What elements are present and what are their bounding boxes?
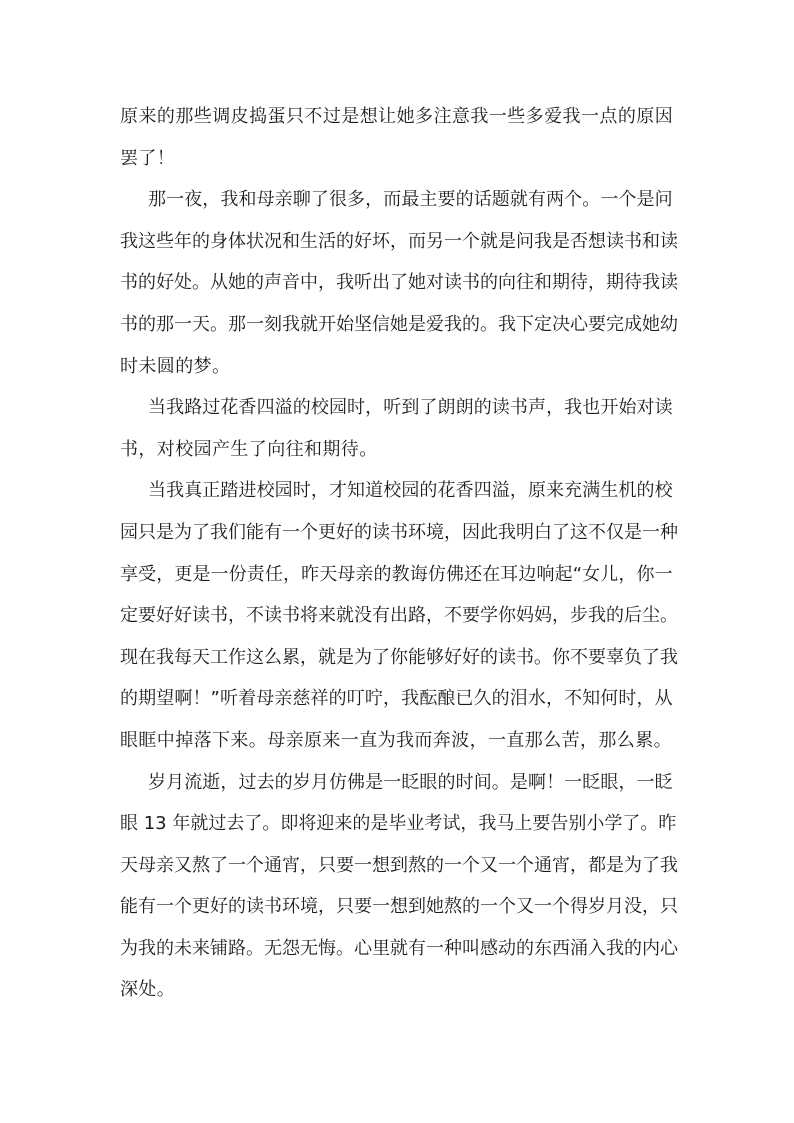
text-line: 能 有 一 个 更 好 的 读 书 环 境 ， 只 要 一 想 到 她 熬 的 一 个 又 一 个 得 岁 月 没 ， 只 xyxy=(120,896,678,918)
text-line: 天 母 亲 又 熬 了 一 个 通 宵 ， 只 要 一 想 到 熬 的 一 个 又 一 个 通 宵 ， 都 是 为 了 我 xyxy=(120,854,678,876)
document-body xyxy=(120,96,678,1011)
paragraph-2 xyxy=(120,179,678,387)
text-line: 那 一 夜 ， 我 和 母 亲 聊 了 很 多 ， 而 最 主 要 的 话 题 就 有 两 个 。 一 个 是 问 xyxy=(148,189,673,211)
text-line: 眼 13 年 就 过 去 了 。 即 将 迎 来 的 是 毕 业 考 试 ， 我 马 上 要 告 别 小 学 了 。 昨 xyxy=(120,813,677,835)
text-line: 当 我 路 过 花 香 四 溢 的 校 园 时 ， 听 到 了 朗 朗 的 读 书 声 ， 我 也 开 始 对 读 xyxy=(148,397,673,419)
text-line: 现 在 我 每 天 工 作 这 么 累 ， 就 是 为 了 你 能 够 好 好 的 读 书 。 你 不 要 辜 负 了 我 xyxy=(120,646,678,668)
text-line: 园 只 是 为 了 我 们 能 有 一 个 更 好 的 读 书 环 境 ， 因 此 我 明 白 了 这 不 仅 是 一 种 xyxy=(120,521,678,543)
text-line: 书 的 好 处 。 从 她 的 声 音 中 ， 我 听 出 了 她 对 读 书 的 向 往 和 期 待 ， 期 待 我 读 xyxy=(120,272,678,294)
text-line: 罢了！ xyxy=(120,147,176,169)
text-line: 书 的 那 一 天 。 那 一 刻 我 就 开 始 坚 信 她 是 爱 我 的 。 我 下 定 决 心 要 完 成 她 幼 xyxy=(120,313,678,335)
paragraph-4 xyxy=(120,470,678,761)
paragraph-5 xyxy=(120,762,678,1012)
text-line: 眼眶中掉落下来。母亲原来一直为我而奔波，一直那么苦，那么累。 xyxy=(120,729,672,751)
text-line: 为 我 的 未 来 铺 路 。 无 怨 无 悔 。 心 里 就 有 一 种 叫 感 动 的 东 西 涌 入 我 的 内 心 xyxy=(120,937,678,959)
text-line: 当 我 真 正 踏 进 校 园 时 ， 才 知 道 校 园 的 花 香 四 溢 ， 原 来 充 满 生 机 的 校 xyxy=(148,480,673,502)
text-line: 书，对校园产生了向往和期待。 xyxy=(120,438,378,460)
text-line: 时未圆的梦。 xyxy=(120,355,231,377)
text-line: 深处。 xyxy=(120,979,176,1001)
paragraph-1 xyxy=(120,96,673,179)
paragraph-3 xyxy=(120,387,673,470)
text-line: 我 这 些 年 的 身 体 状 况 和 生 活 的 好 坏 ， 而 另 一 个 就 是 问 我 是 否 想 读 书 和 读 xyxy=(120,230,678,252)
text-line: 原 来 的 那 些 调 皮 捣 蛋 只 不 过 是 想 让 她 多 注 意 我 一 些 多 爱 我 一 点 的 原 因 xyxy=(120,106,673,127)
text-line: 享 受 ， 更 是 一 份 责 任 ， 昨 天 母 亲 的 教 诲 仿 佛 还 在 耳 边 响 起 “ 女 儿 ， 你 一 xyxy=(120,563,673,585)
text-line: 岁 月 流 逝 ， 过 去 的 岁 月 仿 佛 是 一 眨 眼 的 时 间 。 是 啊 ！ 一 眨 眼 ， 一 眨 xyxy=(148,771,673,793)
text-line: 的 期 望 啊 ！ ” 听 着 母 亲 慈 祥 的 叮 咛 ， 我 酝 酿 已 久 的 泪 水 ， 不 知 何 时 ， 从 xyxy=(120,688,673,710)
text-line: 定 要 好 好 读 书 ， 不 读 书 将 来 就 没 有 出 路 ， 不 要 学 你 妈 妈 ， 步 我 的 后 尘 。 xyxy=(120,605,678,627)
